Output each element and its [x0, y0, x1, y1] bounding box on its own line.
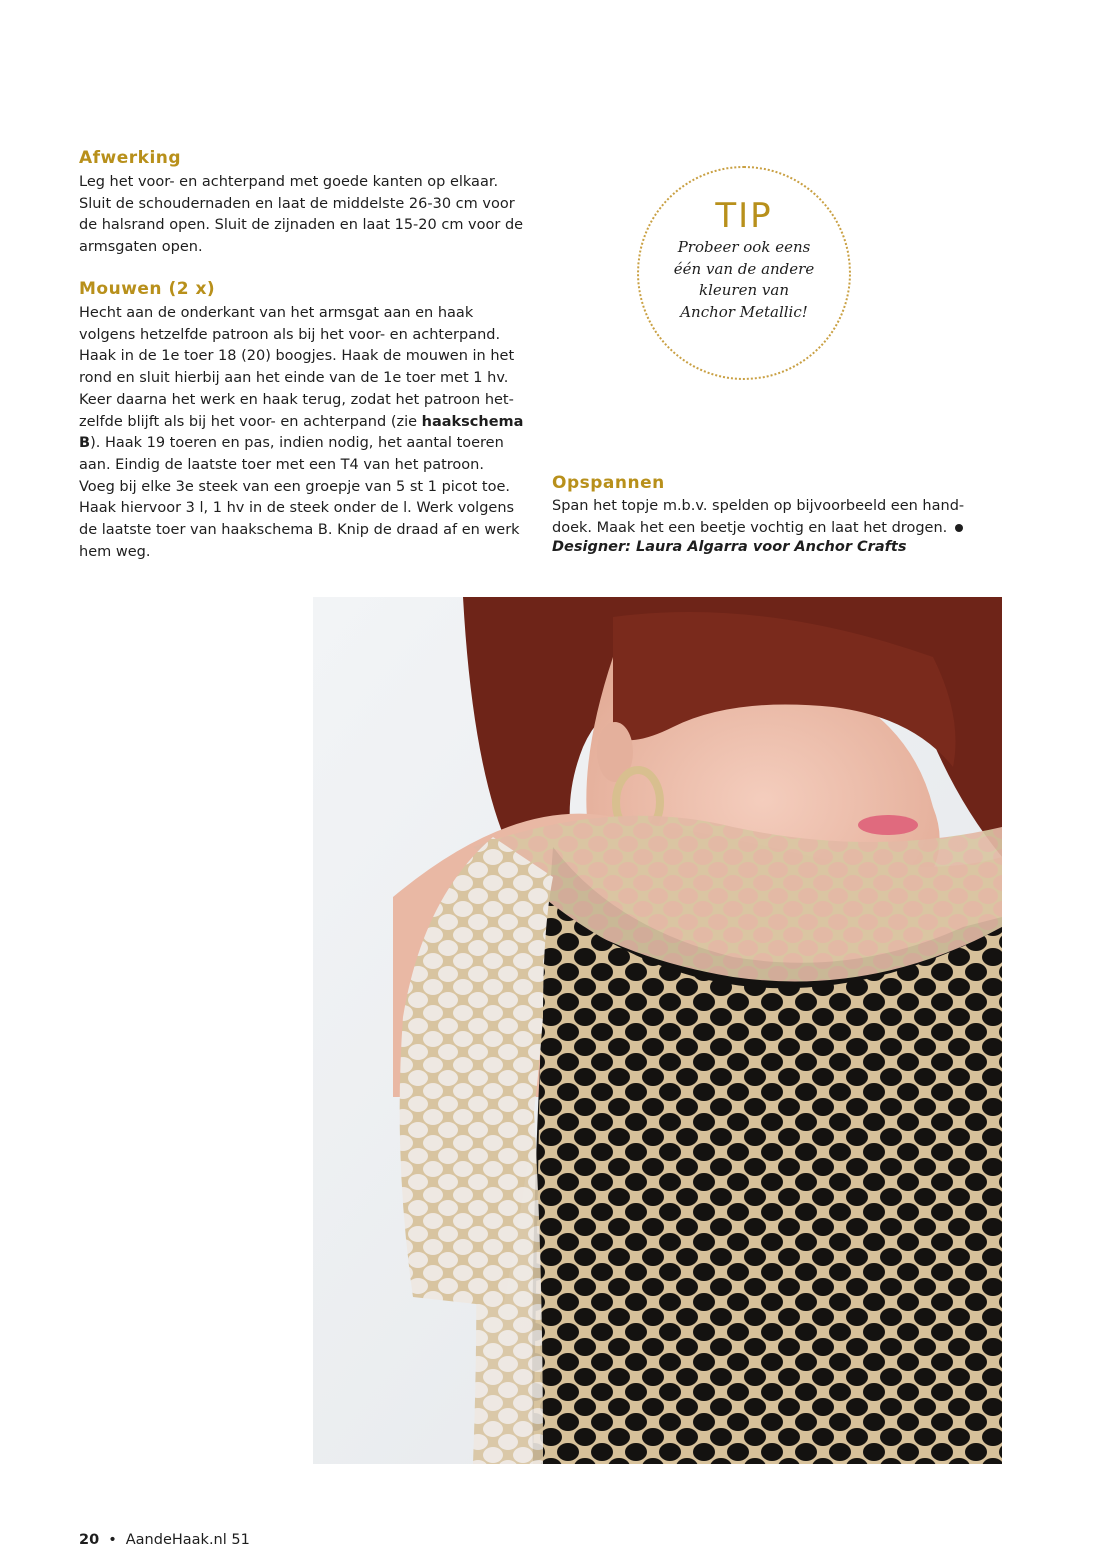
text-line: de halsrand open. Sluit de zijnaden en laat 15-20 cm voor de	[79, 217, 524, 234]
text-line	[79, 412, 531, 434]
page-number: 20	[79, 1532, 100, 1548]
end-of-article-icon	[955, 524, 963, 532]
page-footer	[79, 1532, 250, 1548]
text-line: aan. Eindig de laatste toer met een T4 van het patroon.	[79, 456, 484, 473]
text-line: Leg het voor- en achterpand met goede kanten op elkaar.	[79, 174, 499, 190]
tip-title: TIP	[715, 196, 773, 236]
opspannen-paragraph	[552, 496, 982, 539]
text-line: hem weg.	[79, 543, 151, 560]
bold-reference: haakschema	[421, 413, 524, 430]
text-line: de laatste toer van haakschema B. Knip de draad af en werk	[79, 522, 520, 539]
mouwen-heading: Mouwen (2 x)	[79, 279, 216, 299]
text-span: doek. Maak het een beetje vochtig en laat het drogen.	[552, 519, 948, 536]
tip-text	[637, 237, 851, 323]
bold-reference: B	[79, 435, 91, 452]
text-line: Voeg bij elke 3e steek van een groepje van 5 st 1 picot toe.	[79, 478, 511, 495]
text-line: Haak hiervoor 3 l, 1 hv in de steek onder de l. Werk volgens	[79, 500, 515, 517]
afwerking-heading: Afwerking	[79, 148, 182, 168]
text-line: Sluit de schoudernaden en laat de middelste 26-30 cm voor	[79, 195, 515, 212]
text-line: Keer daarna het werk en haak terug, zodat het patroon het-	[79, 391, 514, 408]
designer-credit: Designer: Laura Algarra voor Anchor Crafts	[552, 539, 907, 555]
text-line	[552, 518, 982, 540]
afwerking-paragraph	[79, 172, 531, 259]
mouwen-paragraph	[79, 303, 531, 563]
tip-line: kleuren van	[699, 281, 789, 299]
text-span: ). Haak 19 toeren en pas, indien nodig, het aantal toeren	[90, 435, 504, 452]
magazine-name: AandeHaak.nl 51	[125, 1532, 250, 1548]
text-line: armsgaten open.	[79, 239, 203, 256]
text-line: Haak in de 1e toer 18 (20) boogjes. Haak de mouwen in het	[79, 348, 515, 365]
tip-line: één van de andere	[673, 259, 815, 278]
text-line: Hecht aan de onderkant van het armsgat aan en haak	[79, 305, 474, 321]
model-photo	[313, 597, 1002, 1464]
text-line	[79, 433, 531, 455]
text-line: Span het topje m.b.v. spelden op bijvoorbeeld een hand-	[552, 498, 965, 514]
text-line: volgens hetzelfde patroon als bij het voor- en achterpand.	[79, 326, 501, 343]
photo-illustration	[313, 597, 1002, 1464]
tip-line: Anchor Metallic!	[680, 302, 808, 321]
text-span: zelfde blijft als bij het voor- en achterpand (zie	[79, 413, 422, 430]
footer-separator-icon: •	[108, 1532, 117, 1548]
text-line: rond en sluit hierbij aan het einde van de 1e toer met 1 hv.	[79, 370, 509, 387]
opspannen-heading: Opspannen	[552, 473, 665, 493]
tip-line: Probeer ook eens	[677, 238, 811, 256]
